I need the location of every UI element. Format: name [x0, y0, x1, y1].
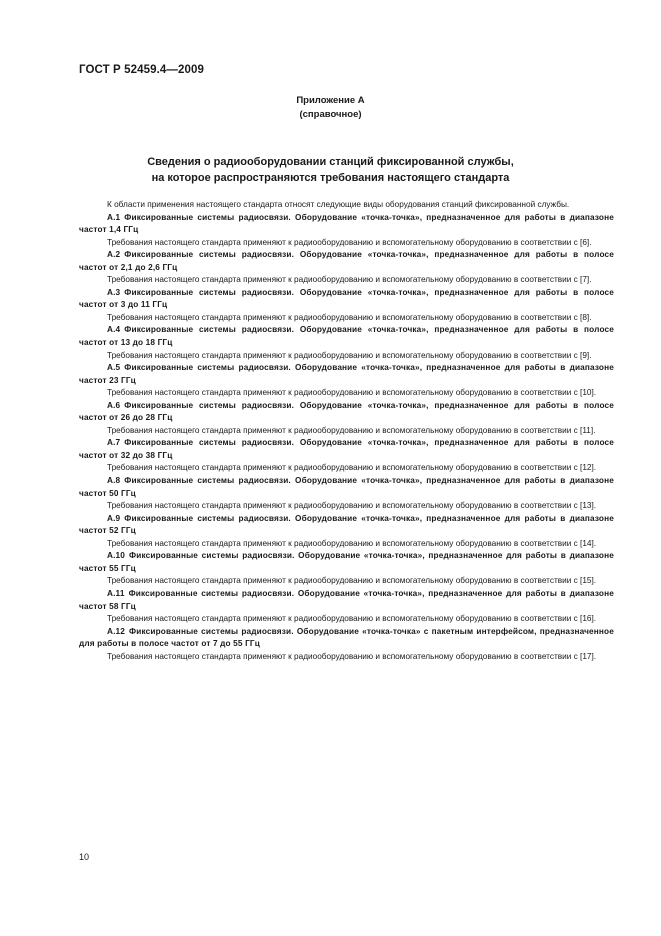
- section-body-a4: Требования настоящего стандарта применяют к радиооборудованию и вспомогательному оборудованию в соответствии с [9].: [107, 350, 592, 360]
- section-number: А.4: [107, 325, 121, 335]
- section-heading-a9: [79, 513, 614, 538]
- section-heading-a5: [79, 362, 614, 387]
- section-heading-text: Фиксированные системы радиосвязи. Оборудование «точка-точка», предназначенное для работы в полосе частот от 26 до 28 ГГц: [79, 400, 614, 423]
- section-heading-text: Фиксированные системы радиосвязи. Оборудование «точка-точка», предназначенное для работы в диапазоне частот 1,4 ГГц: [79, 212, 614, 235]
- section-body-a11: Требования настоящего стандарта применяют к радиооборудованию и вспомогательному оборудованию в соответствии с [16].: [107, 614, 597, 624]
- section-body-a3: Требования настоящего стандарта применяют к радиооборудованию и вспомогательному оборудованию в соответствии с [8].: [107, 312, 592, 322]
- section-body-a9: Требования настоящего стандарта применяют к радиооборудованию и вспомогательному оборудованию в соответствии с [14].: [107, 538, 597, 548]
- section-number: А.7: [107, 438, 121, 448]
- section-number: А.12: [107, 626, 126, 636]
- section-heading-text: Фиксированные системы радиосвязи. Оборудование «точка-точка», предназначенное для работы в диапазоне частот 55 ГГц: [79, 551, 614, 573]
- section-body-a12: Требования настоящего стандарта применяют к радиооборудованию и вспомогательному оборудованию в соответствии с [17].: [107, 651, 597, 661]
- section-heading-a11: [79, 588, 614, 613]
- section-body-a8: Требования настоящего стандарта применяют к радиооборудованию и вспомогательному оборудованию в соответствии с [13].: [107, 501, 597, 511]
- annex-title-line-2: на которое распространяются требования настоящего стандарта: [151, 171, 510, 184]
- section-number: А.3: [107, 287, 121, 297]
- section-number: А.11: [107, 588, 125, 598]
- annex-title: [0, 155, 661, 186]
- section-heading-a12: [79, 626, 614, 651]
- section-number: А.2: [107, 250, 121, 260]
- section-heading-text: Фиксированные системы радиосвязи. Оборудование «точка-точка», предназначенное для работы в полосе частот от 13 до 18 ГГц: [79, 325, 614, 348]
- section-heading-text: Фиксированные системы радиосвязи. Оборудование «точка-точка», предназначенное для работы в диапазоне частот 58 ГГц: [79, 588, 614, 611]
- section-number: А.6: [107, 400, 121, 410]
- section-heading-a3: [79, 287, 614, 312]
- section-heading-a1: [79, 212, 614, 237]
- section-heading-text: Фиксированные системы радиосвязи. Оборудование «точка-точка», предназначенное для работы в диапазоне частот 23 ГГц: [79, 363, 614, 385]
- section-heading-a8: [79, 475, 614, 500]
- section-number: А.9: [107, 513, 121, 523]
- document-code: ГОСТ Р 52459.4—2009: [79, 64, 204, 76]
- section-heading-text: Фиксированные системы радиосвязи. Оборудование «точка-точка», предназначенное для работы в диапазоне частот 52 ГГц: [79, 513, 614, 536]
- section-heading-text: Фиксированные системы радиосвязи. Оборудование «точка-точка», предназначенное для работы в полосе частот от 3 до 11 ГГц: [79, 287, 614, 310]
- section-number: А.5: [107, 363, 121, 373]
- section-heading-text: Фиксированные системы радиосвязи. Оборудование «точка-точка», предназначенное для работы в полосе частот от 32 до 38 ГГц: [79, 438, 614, 460]
- section-body-a2: Требования настоящего стандарта применяют к радиооборудованию и вспомогательному оборудованию в соответствии с [7].: [107, 275, 592, 285]
- section-body-a7: Требования настоящего стандарта применяют к радиооборудованию и вспомогательному оборудованию в соответствии с [12].: [107, 463, 597, 473]
- section-body-a6: Требования настоящего стандарта применяют к радиооборудованию и вспомогательному оборудованию в соответствии с [11].: [107, 425, 596, 435]
- section-number: А.8: [107, 476, 121, 486]
- section-heading-a10: [79, 550, 614, 575]
- section-body-a10: Требования настоящего стандарта применяют к радиооборудованию и вспомогательному оборудованию в соответствии с [15].: [107, 576, 597, 586]
- section-heading-a2: [79, 249, 614, 274]
- section-heading-a4: [79, 324, 614, 349]
- section-heading-text: Фиксированные системы радиосвязи. Оборудование «точка-точка», предназначенное для работы в диапазоне частот 50 ГГц: [79, 476, 614, 498]
- section-heading-text: Фиксированные системы радиосвязи. Оборудование «точка-точка» с пакетным интерфейсом, предназначенное для работы в полосе частот от 7 до 55 ГГц: [79, 626, 614, 649]
- section-heading-a7: [79, 437, 614, 462]
- intro-paragraph: К области применения настоящего стандарта относят следующие виды оборудования станций фиксированной службы.: [107, 200, 570, 209]
- annex-type: (справочное): [299, 109, 362, 120]
- annex-heading: [0, 94, 661, 122]
- section-number: А.10: [107, 551, 126, 561]
- section-number: А.1: [107, 212, 121, 222]
- annex-label: Приложение А: [296, 95, 365, 106]
- page-number: 10: [79, 852, 90, 862]
- section-body-a5: Требования настоящего стандарта применяют к радиооборудованию и вспомогательному оборудованию в соответствии с [10].: [107, 388, 597, 398]
- annex-title-line-1: Сведения о радиооборудовании станций фиксированной службы,: [147, 156, 514, 168]
- section-heading-text: Фиксированные системы радиосвязи. Оборудование «точка-точка», предназначенное для работы в полосе частот от 2,1 до 2,6 ГГц: [79, 250, 614, 272]
- section-heading-a6: [79, 400, 614, 425]
- section-body-a1: Требования настоящего стандарта применяют к радиооборудованию и вспомогательному оборудованию в соответствии с [6].: [107, 237, 592, 247]
- annex-content: [79, 199, 614, 663]
